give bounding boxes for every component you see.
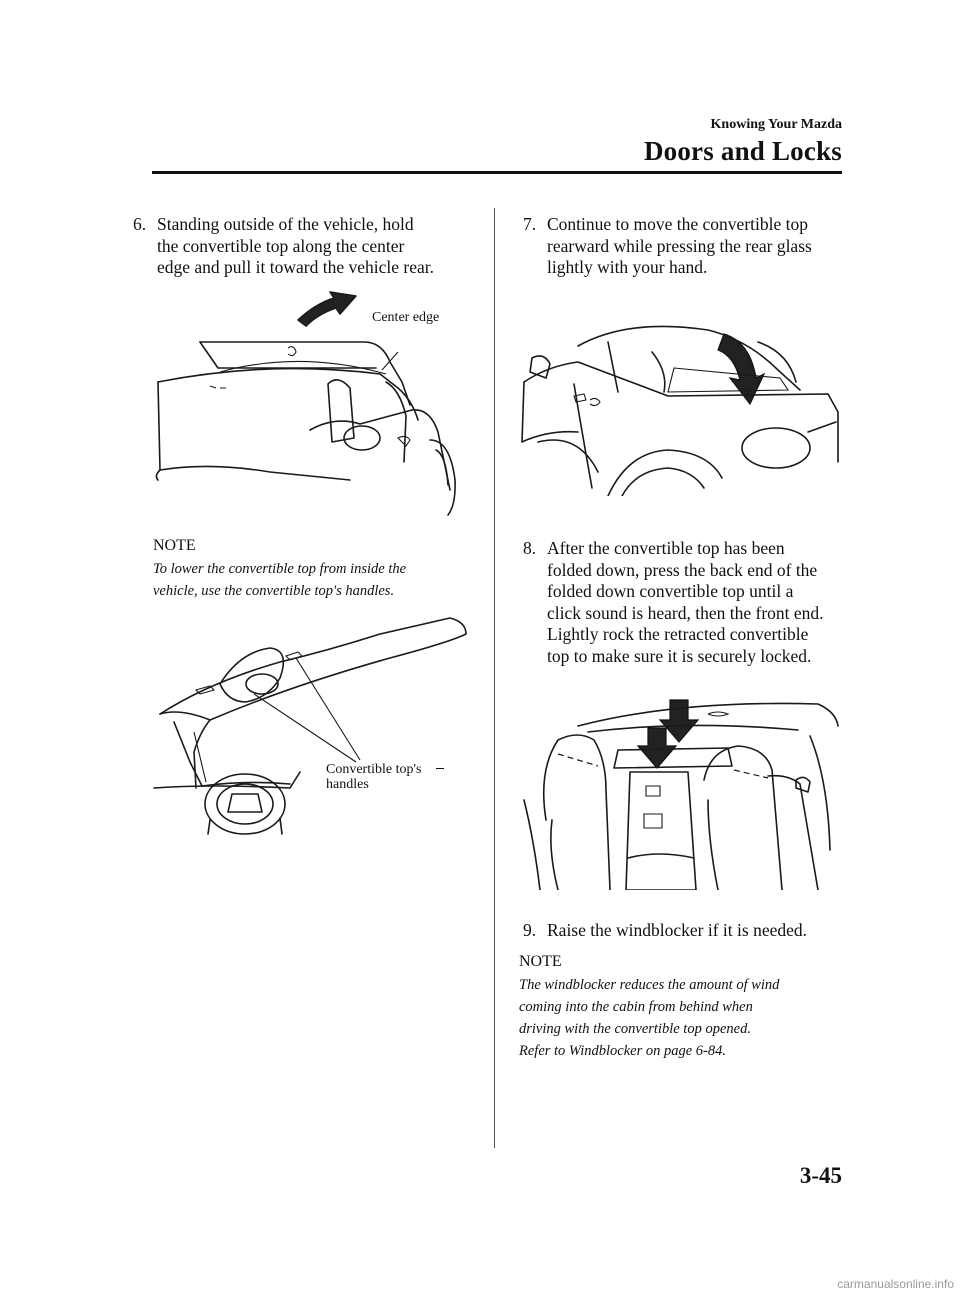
callout-line: Convertible top's bbox=[326, 762, 422, 777]
note-line: driving with the convertible top opened. bbox=[519, 1021, 751, 1037]
step-line: After the convertible top has been bbox=[547, 538, 785, 558]
watermark: carmanualsonline.info bbox=[837, 1277, 954, 1291]
step-8 bbox=[523, 538, 853, 670]
step-line: Raise the windblocker if it is needed. bbox=[547, 920, 807, 940]
figure-press-rear-glass bbox=[518, 312, 840, 496]
step-line: Continue to move the convertible top bbox=[547, 214, 808, 234]
step-line: Lightly rock the retracted convertible bbox=[547, 624, 809, 644]
step-line: folded down, press the back end of the bbox=[547, 559, 818, 580]
note-line: vehicle, use the convertible top's handles. bbox=[153, 583, 395, 599]
step-6 bbox=[133, 214, 473, 284]
step-line: folded down convertible top until a bbox=[547, 581, 794, 601]
note-line: coming into the cabin from behind when bbox=[519, 999, 753, 1015]
step-number: 8. bbox=[523, 538, 537, 558]
step-7 bbox=[523, 214, 853, 284]
note-body bbox=[153, 558, 483, 602]
figure-folded-top-lock bbox=[518, 690, 840, 890]
callout-leader bbox=[436, 768, 444, 769]
callout-line: handles bbox=[326, 777, 369, 792]
step-9 bbox=[523, 920, 853, 944]
step-text bbox=[157, 214, 434, 279]
note-body bbox=[519, 974, 849, 1062]
note-line: Refer to Windblocker on page 6-84. bbox=[519, 1043, 726, 1059]
step-line: rearward while pressing the rear glass bbox=[547, 235, 812, 256]
step-line: lightly with your hand. bbox=[547, 257, 708, 277]
note-heading: NOTE bbox=[153, 537, 196, 554]
page-number: 3-45 bbox=[799, 1163, 842, 1188]
callout-center-edge: Center edge bbox=[372, 310, 440, 325]
header-rule bbox=[152, 171, 842, 174]
step-line: click sound is heard, then the front end. bbox=[547, 602, 824, 623]
figure-top-handles bbox=[150, 612, 470, 837]
step-text bbox=[547, 538, 824, 667]
step-text bbox=[547, 920, 807, 942]
callout-convertible-handles bbox=[326, 762, 421, 792]
section-title: Doors and Locks bbox=[643, 136, 842, 166]
column-divider bbox=[494, 208, 495, 1148]
step-number: 6. bbox=[133, 214, 147, 234]
step-number: 9. bbox=[523, 920, 537, 940]
step-number: 7. bbox=[523, 214, 537, 234]
step-line: top to make sure it is securely locked. bbox=[547, 645, 812, 666]
step-line: Standing outside of the vehicle, hold bbox=[157, 214, 414, 234]
note-heading: NOTE bbox=[519, 953, 562, 970]
step-line: the convertible top along the center bbox=[157, 235, 405, 256]
note-line: To lower the convertible top from inside the bbox=[153, 561, 407, 577]
step-text bbox=[547, 214, 812, 279]
step-line: edge and pull it toward the vehicle rear. bbox=[157, 257, 434, 277]
note-line: The windblocker reduces the amount of wind bbox=[519, 977, 780, 993]
section-label: Knowing Your Mazda bbox=[710, 117, 842, 132]
